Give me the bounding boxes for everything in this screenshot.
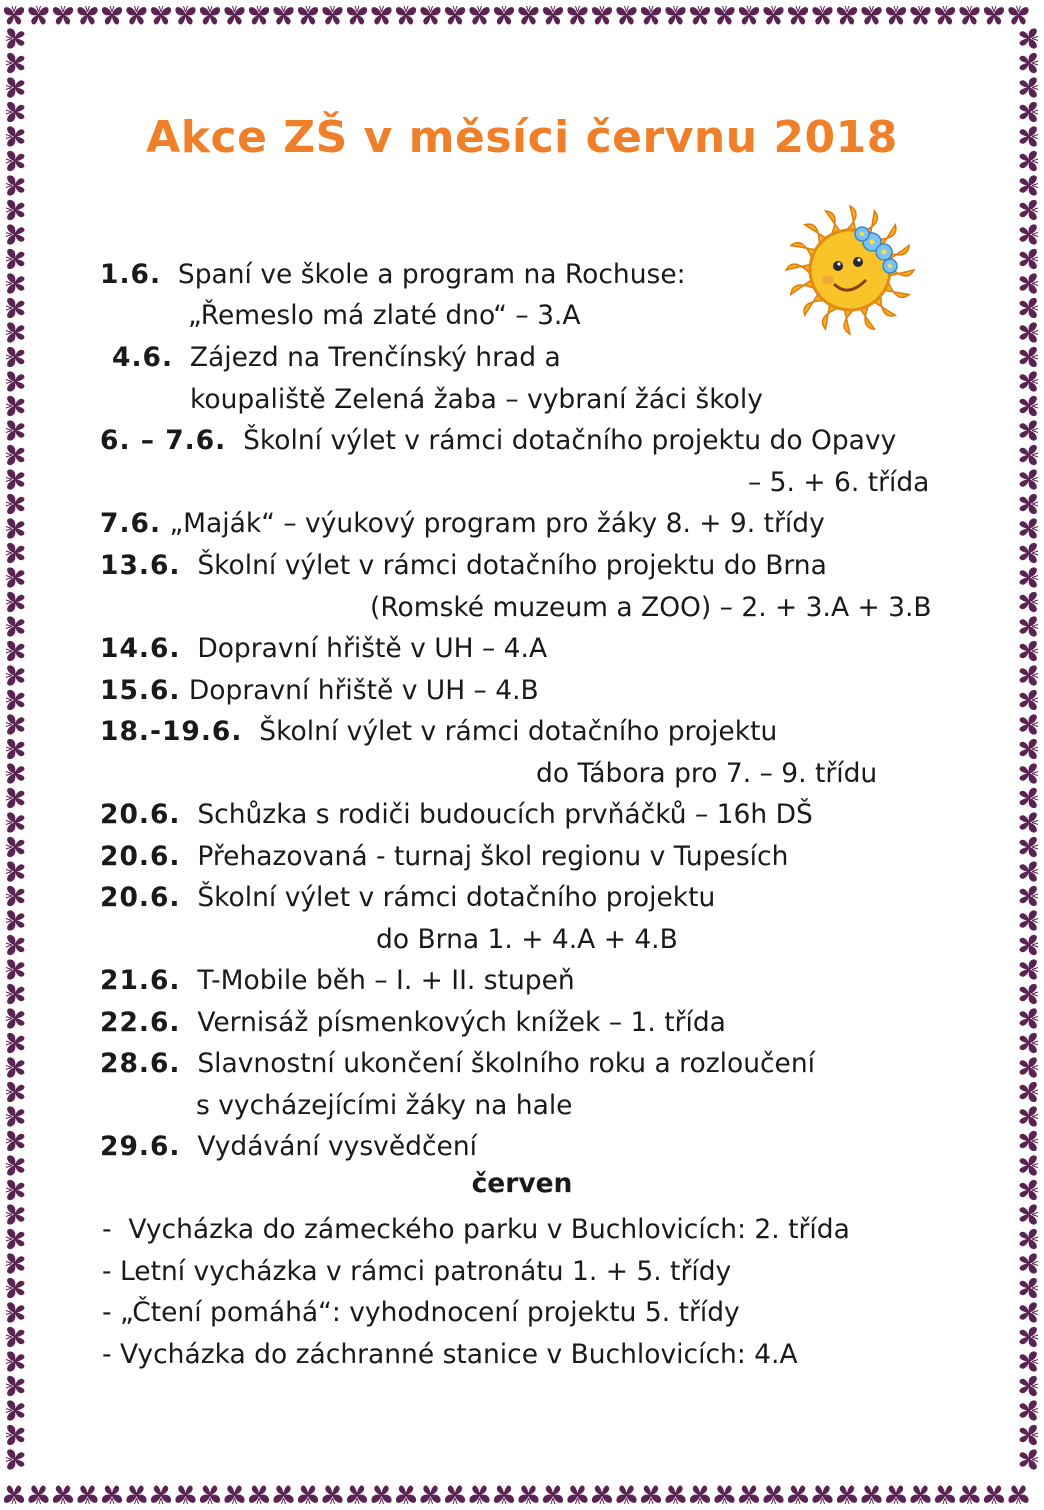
butterfly-icon bbox=[1020, 690, 1038, 710]
butterfly-icon bbox=[1020, 1253, 1038, 1273]
butterfly-icon bbox=[641, 6, 661, 24]
butterfly-icon bbox=[126, 1486, 146, 1504]
butterfly-icon bbox=[886, 6, 906, 24]
event-date: 7.6. bbox=[100, 508, 162, 539]
event-text: Vernisáž písmenkových knížek – 1. třída bbox=[197, 1007, 726, 1038]
butterfly-icon bbox=[6, 469, 24, 489]
butterfly-icon bbox=[396, 1486, 416, 1504]
event-date: 29.6. bbox=[100, 1131, 181, 1162]
butterfly-icon bbox=[1020, 1400, 1038, 1420]
event-row bbox=[100, 797, 813, 833]
event-row bbox=[100, 963, 575, 999]
butterfly-icon bbox=[1020, 175, 1038, 195]
butterfly-icon bbox=[273, 1486, 293, 1504]
butterfly-icon bbox=[77, 1486, 97, 1504]
butterfly-icon bbox=[739, 1486, 759, 1504]
butterfly-icon bbox=[886, 1486, 906, 1504]
butterfly-icon bbox=[6, 249, 24, 269]
butterfly-icon bbox=[371, 1486, 391, 1504]
butterfly-icon bbox=[4, 1486, 24, 1504]
butterfly-icon bbox=[6, 641, 24, 661]
butterfly-icon bbox=[6, 1057, 24, 1077]
butterfly-icon bbox=[1020, 714, 1038, 734]
month-heading: červen bbox=[471, 1168, 573, 1199]
butterfly-icon bbox=[200, 1486, 220, 1504]
butterfly-icon bbox=[1020, 1425, 1038, 1445]
butterfly-icon bbox=[616, 6, 636, 24]
butterfly-icon bbox=[1020, 959, 1038, 979]
butterfly-icon bbox=[6, 1033, 24, 1053]
butterfly-icon bbox=[1020, 861, 1038, 881]
butterfly-icon bbox=[224, 6, 244, 24]
butterfly-icon bbox=[298, 1486, 318, 1504]
butterfly-icon bbox=[665, 1486, 685, 1504]
butterfly-icon bbox=[445, 1486, 465, 1504]
butterfly-icon bbox=[6, 1131, 24, 1151]
event-text: Školní výlet v rámci dotačního projektu bbox=[197, 882, 716, 913]
event-date: 15.6. bbox=[100, 675, 181, 706]
butterfly-icon bbox=[959, 1486, 979, 1504]
butterfly-icon bbox=[151, 6, 171, 24]
butterfly-icon bbox=[543, 1486, 563, 1504]
event-row bbox=[100, 880, 715, 916]
butterfly-icon bbox=[6, 812, 24, 832]
event-text: Školní výlet v rámci dotačního projektu do Brna bbox=[197, 550, 827, 581]
butterfly-icon bbox=[1020, 984, 1038, 1004]
butterfly-icon bbox=[1020, 910, 1038, 930]
butterfly-icon bbox=[6, 543, 24, 563]
event-row bbox=[100, 673, 539, 709]
butterfly-icon bbox=[6, 200, 24, 220]
event-continuation: s vycházejícími žáky na hale bbox=[196, 1090, 573, 1121]
butterfly-icon bbox=[1020, 298, 1038, 318]
butterfly-icon bbox=[494, 6, 514, 24]
butterfly-icon bbox=[53, 1486, 73, 1504]
butterfly-icon bbox=[1020, 665, 1038, 685]
butterfly-icon bbox=[6, 861, 24, 881]
event-text: Schůzka s rodiči budoucích prvňáčků – 16h DŠ bbox=[197, 799, 813, 830]
butterfly-icon bbox=[1020, 1278, 1038, 1298]
butterfly-icon bbox=[6, 77, 24, 97]
butterfly-icon bbox=[53, 6, 73, 24]
butterfly-icon bbox=[1008, 6, 1028, 24]
butterfly-icon bbox=[420, 1486, 440, 1504]
butterfly-icon bbox=[1020, 445, 1038, 465]
butterfly-icon bbox=[6, 1376, 24, 1396]
butterfly-icon bbox=[1020, 200, 1038, 220]
butterfly-icon bbox=[1020, 77, 1038, 97]
butterfly-icon bbox=[126, 6, 146, 24]
butterfly-icon bbox=[1020, 249, 1038, 269]
event-date: 22.6. bbox=[100, 1007, 181, 1038]
butterfly-icon bbox=[910, 1486, 930, 1504]
butterfly-icon bbox=[224, 1486, 244, 1504]
event-text: Zájezd na Trenčínský hrad a bbox=[189, 342, 561, 373]
butterfly-icon bbox=[1020, 616, 1038, 636]
butterfly-icon bbox=[1020, 935, 1038, 955]
butterfly-icon bbox=[6, 28, 24, 48]
butterfly-icon bbox=[6, 592, 24, 612]
butterfly-icon bbox=[1020, 641, 1038, 661]
butterfly-icon bbox=[1020, 420, 1038, 440]
butterfly-icon bbox=[1020, 1204, 1038, 1224]
butterfly-icon bbox=[6, 175, 24, 195]
butterfly-icon bbox=[1008, 1486, 1028, 1504]
event-continuation: koupaliště Zelená žaba – vybraní žáci školy bbox=[190, 384, 763, 415]
butterfly-icon bbox=[1020, 1302, 1038, 1322]
event-text: Vydávání vysvědčení bbox=[197, 1131, 477, 1162]
butterfly-icon bbox=[6, 1302, 24, 1322]
butterfly-icon bbox=[322, 6, 342, 24]
butterfly-icon bbox=[28, 6, 48, 24]
butterfly-icon bbox=[592, 6, 612, 24]
butterfly-icon bbox=[959, 6, 979, 24]
event-row bbox=[112, 340, 561, 376]
butterfly-icon bbox=[6, 788, 24, 808]
butterfly-icon bbox=[739, 6, 759, 24]
butterfly-icon bbox=[788, 1486, 808, 1504]
event-continuation: do Brna 1. + 4.A + 4.B bbox=[376, 924, 678, 955]
butterfly-icon bbox=[984, 1486, 1004, 1504]
butterfly-icon bbox=[6, 53, 24, 73]
butterfly-icon bbox=[714, 1486, 734, 1504]
butterfly-icon bbox=[6, 1204, 24, 1224]
event-text: „Maják“ – výukový program pro žáky 8. + 9. třídy bbox=[169, 508, 825, 539]
butterfly-icon bbox=[910, 6, 930, 24]
butterfly-icon bbox=[249, 6, 269, 24]
butterfly-icon bbox=[6, 567, 24, 587]
event-text: T-Mobile běh – I. + II. stupeň bbox=[197, 965, 575, 996]
butterfly-icon bbox=[567, 6, 587, 24]
butterfly-icon bbox=[6, 1351, 24, 1371]
butterfly-icon bbox=[1020, 1082, 1038, 1102]
butterfly-icon bbox=[1020, 1449, 1038, 1469]
butterfly-icon bbox=[6, 984, 24, 1004]
event-date: 20.6. bbox=[100, 882, 181, 913]
butterfly-icon bbox=[6, 935, 24, 955]
butterfly-icon bbox=[6, 273, 24, 293]
butterfly-icon bbox=[151, 1486, 171, 1504]
butterfly-icon bbox=[396, 6, 416, 24]
event-text: Spaní ve škole a program na Rochuse: bbox=[177, 259, 686, 290]
event-continuation: (Romské muzeum a ZOO) – 2. + 3.A + 3.B bbox=[370, 592, 932, 623]
butterfly-icon bbox=[102, 1486, 122, 1504]
butterfly-icon bbox=[763, 1486, 783, 1504]
butterfly-icon bbox=[714, 6, 734, 24]
butterfly-icon bbox=[6, 1082, 24, 1102]
butterfly-icon bbox=[1020, 396, 1038, 416]
event-date: 28.6. bbox=[100, 1048, 181, 1079]
butterfly-icon bbox=[1020, 518, 1038, 538]
butterfly-icon bbox=[690, 6, 710, 24]
butterfly-icon bbox=[616, 1486, 636, 1504]
butterfly-icon bbox=[469, 1486, 489, 1504]
butterfly-icon bbox=[6, 494, 24, 514]
event-date: 4.6. bbox=[112, 342, 174, 373]
butterfly-icon bbox=[6, 322, 24, 342]
butterfly-icon bbox=[837, 1486, 857, 1504]
butterfly-icon bbox=[1020, 886, 1038, 906]
butterfly-icon bbox=[1020, 53, 1038, 73]
butterfly-icon bbox=[1020, 788, 1038, 808]
butterfly-icon bbox=[1020, 1131, 1038, 1151]
butterfly-icon bbox=[6, 763, 24, 783]
butterfly-icon bbox=[6, 1327, 24, 1347]
butterfly-icon bbox=[494, 1486, 514, 1504]
butterfly-icon bbox=[445, 6, 465, 24]
butterfly-icon bbox=[175, 6, 195, 24]
butterfly-icon bbox=[420, 6, 440, 24]
butterfly-icon bbox=[6, 910, 24, 930]
butterfly-icon bbox=[200, 6, 220, 24]
page-title: Akce ZŠ v měsíci červnu 2018 bbox=[146, 112, 898, 163]
butterfly-icon bbox=[812, 6, 832, 24]
butterfly-icon bbox=[1020, 812, 1038, 832]
butterfly-icon bbox=[1020, 224, 1038, 244]
butterfly-icon bbox=[1020, 371, 1038, 391]
butterfly-icon bbox=[77, 6, 97, 24]
butterfly-icon bbox=[6, 690, 24, 710]
butterfly-icon bbox=[690, 1486, 710, 1504]
butterfly-icon bbox=[788, 6, 808, 24]
butterfly-icon bbox=[6, 420, 24, 440]
event-continuation: – 5. + 6. třída bbox=[748, 467, 930, 498]
butterfly-icon bbox=[1020, 543, 1038, 563]
event-continuation: do Tábora pro 7. – 9. třídu bbox=[536, 758, 878, 789]
event-text: Školní výlet v rámci dotačního projektu bbox=[259, 716, 778, 747]
event-date: 14.6. bbox=[100, 633, 181, 664]
butterfly-icon bbox=[6, 347, 24, 367]
butterfly-icon bbox=[6, 298, 24, 318]
event-text: Slavnostní ukončení školního roku a rozloučení bbox=[197, 1048, 816, 1079]
butterfly-icon bbox=[1020, 1033, 1038, 1053]
butterfly-icon bbox=[298, 6, 318, 24]
butterfly-icon bbox=[175, 1486, 195, 1504]
butterfly-icon bbox=[812, 1486, 832, 1504]
butterfly-icon bbox=[6, 739, 24, 759]
butterfly-icon bbox=[6, 371, 24, 391]
butterfly-icon bbox=[1020, 1229, 1038, 1249]
event-text: Dopravní hřiště v UH – 4.B bbox=[188, 675, 539, 706]
butterfly-icon bbox=[6, 714, 24, 734]
event-date: 1.6. bbox=[100, 259, 162, 290]
butterfly-icon bbox=[592, 1486, 612, 1504]
butterfly-icon bbox=[1020, 763, 1038, 783]
event-date: 18.-19.6. bbox=[100, 716, 243, 747]
butterfly-icon bbox=[1020, 1008, 1038, 1028]
event-row bbox=[100, 839, 788, 875]
event-row bbox=[100, 1129, 477, 1165]
butterfly-icon bbox=[1020, 322, 1038, 342]
butterfly-icon bbox=[984, 6, 1004, 24]
list-item: - Letní vycházka v rámci patronátu 1. + 5. třídy bbox=[102, 1256, 732, 1287]
list-item: - „Čtení pomáhá“: vyhodnocení projektu 5. třídy bbox=[102, 1297, 740, 1328]
butterfly-icon bbox=[371, 6, 391, 24]
butterfly-icon bbox=[837, 6, 857, 24]
butterfly-icon bbox=[1020, 739, 1038, 759]
event-text: Přehazovaná - turnaj škol regionu v Tupesích bbox=[197, 841, 789, 872]
event-row bbox=[100, 631, 547, 667]
event-date: 21.6. bbox=[100, 965, 181, 996]
butterfly-icon bbox=[1020, 567, 1038, 587]
butterfly-icon bbox=[6, 1425, 24, 1445]
butterfly-icon bbox=[518, 6, 538, 24]
butterfly-icon bbox=[1020, 347, 1038, 367]
butterfly-icon bbox=[6, 665, 24, 685]
event-continuation: „Řemeslo má zlaté dno“ – 3.A bbox=[188, 300, 581, 331]
butterfly-icon bbox=[6, 1008, 24, 1028]
butterfly-icon bbox=[1020, 837, 1038, 857]
butterfly-icon bbox=[4, 6, 24, 24]
butterfly-icon bbox=[347, 1486, 367, 1504]
butterfly-icon bbox=[6, 837, 24, 857]
event-row bbox=[100, 714, 777, 750]
event-date: 20.6. bbox=[100, 799, 181, 830]
butterfly-icon bbox=[567, 1486, 587, 1504]
butterfly-icon bbox=[763, 6, 783, 24]
event-text: Školní výlet v rámci dotačního projektu do Opavy bbox=[243, 425, 897, 456]
event-date: 13.6. bbox=[100, 550, 181, 581]
event-row bbox=[100, 548, 827, 584]
event-row bbox=[100, 257, 686, 293]
butterfly-icon bbox=[543, 6, 563, 24]
butterfly-icon bbox=[1020, 494, 1038, 514]
event-row bbox=[100, 423, 896, 459]
butterfly-icon bbox=[1020, 592, 1038, 612]
butterfly-icon bbox=[273, 6, 293, 24]
butterfly-icon bbox=[249, 1486, 269, 1504]
butterfly-icon bbox=[518, 1486, 538, 1504]
butterfly-icon bbox=[861, 6, 881, 24]
butterfly-icon bbox=[1020, 1351, 1038, 1371]
butterfly-icon bbox=[1020, 1057, 1038, 1077]
butterfly-icon bbox=[322, 1486, 342, 1504]
event-row bbox=[100, 1005, 726, 1041]
butterfly-icon bbox=[6, 445, 24, 465]
butterfly-icon bbox=[1020, 1327, 1038, 1347]
butterfly-icon bbox=[665, 6, 685, 24]
butterfly-icon bbox=[1020, 469, 1038, 489]
butterfly-icon bbox=[6, 1106, 24, 1126]
butterfly-icon bbox=[6, 886, 24, 906]
butterfly-icon bbox=[469, 6, 489, 24]
butterfly-icon bbox=[6, 959, 24, 979]
event-row bbox=[100, 1046, 815, 1082]
butterfly-icon bbox=[6, 396, 24, 416]
butterfly-icon bbox=[641, 1486, 661, 1504]
butterfly-icon bbox=[1020, 28, 1038, 48]
butterfly-icon bbox=[935, 1486, 955, 1504]
butterfly-icon bbox=[347, 6, 367, 24]
event-date: 6. – 7.6. bbox=[100, 425, 227, 456]
list-item: - Vycházka do zámeckého parku v Buchlovicích: 2. třída bbox=[102, 1214, 850, 1245]
butterfly-icon bbox=[1020, 273, 1038, 293]
list-item: - Vycházka do záchranné stanice v Buchlovicích: 4.A bbox=[102, 1339, 798, 1370]
butterfly-icon bbox=[1020, 1376, 1038, 1396]
butterfly-icon bbox=[6, 518, 24, 538]
butterfly-icon bbox=[6, 616, 24, 636]
butterfly-icon bbox=[6, 224, 24, 244]
butterfly-icon bbox=[6, 1278, 24, 1298]
butterfly-icon bbox=[6, 1253, 24, 1273]
butterfly-icon bbox=[6, 1449, 24, 1469]
butterfly-icon bbox=[935, 6, 955, 24]
butterfly-icon bbox=[102, 6, 122, 24]
butterfly-icon bbox=[6, 1229, 24, 1249]
event-date: 20.6. bbox=[100, 841, 181, 872]
butterfly-icon bbox=[1020, 1106, 1038, 1126]
event-text: Dopravní hřiště v UH – 4.A bbox=[197, 633, 548, 664]
event-row bbox=[100, 506, 825, 542]
butterfly-icon bbox=[6, 1400, 24, 1420]
butterfly-icon bbox=[861, 1486, 881, 1504]
sun-icon bbox=[782, 200, 918, 336]
butterfly-icon bbox=[28, 1486, 48, 1504]
